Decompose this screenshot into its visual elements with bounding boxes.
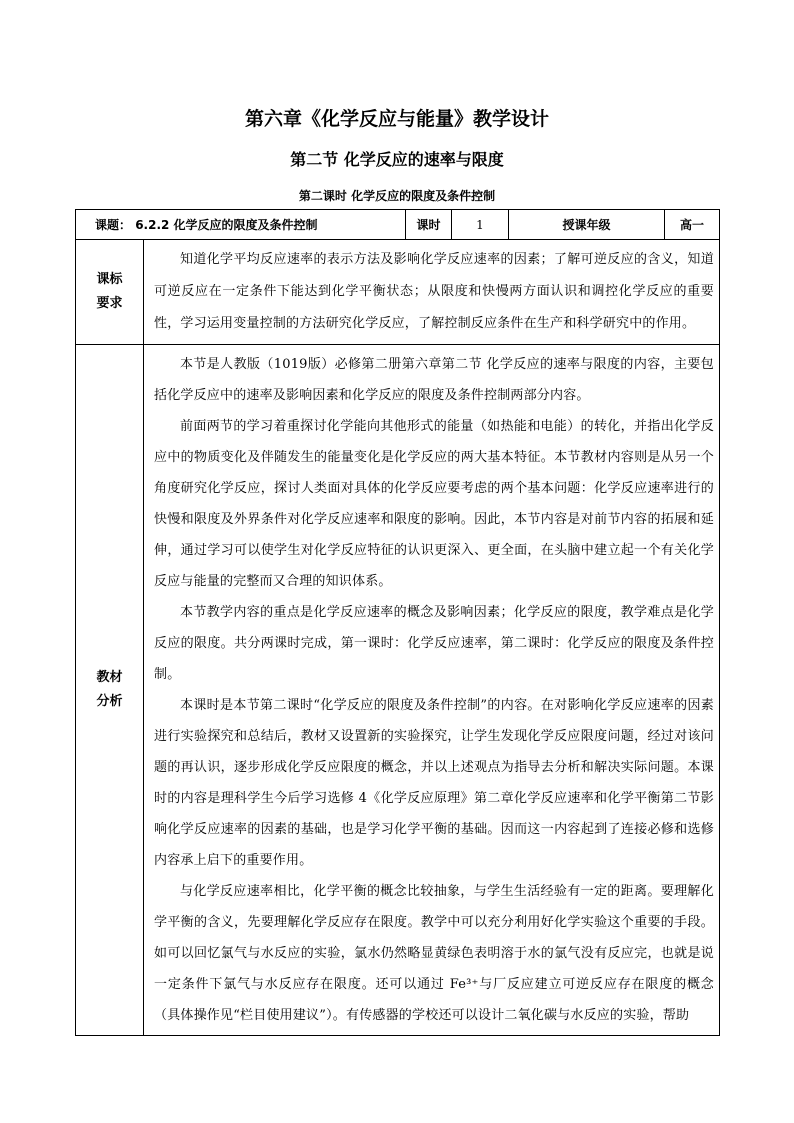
requirements-content <box>144 240 720 345</box>
subject-value: 6.2.2 化学反应的限度及条件控制 <box>135 218 318 232</box>
analysis-content <box>144 345 720 1036</box>
hours-label: 课时 <box>406 210 452 240</box>
content-table <box>75 239 720 1036</box>
analysis-row <box>76 345 720 1036</box>
requirements-label: 课标 要求 <box>76 240 144 345</box>
analysis-paragraph: 与化学反应速率相比，化学平衡的概念比较抽象，与学生生活经验有一定的距离。要理解化学平衡的含义，先要理解化学反应存在限度。教学中可以充分利用好化学实验这个重要的手段。如可以回忆氯气与水反应的实验，氯水仍然略显黄绿色表明溶于水的氯气没有反应完，也就是说一定条件下氯气与水反应存在限度。还可以通过 Fe³⁺与厂反应建立可逆反应存在限度的概念（具体操作见“栏目使用建议”）。有传感器的学校还可以设计二氧化碳与水反应的实验，帮助 <box>154 884 714 1023</box>
subject-cell <box>76 210 406 240</box>
header-row <box>76 210 720 240</box>
analysis-paragraph: 前面两节的学习着重探讨化学能向其他形式的能量（如热能和电能）的转化，并指出化学反应中的物质变化及伴随发生的能量变化是化学反应的两大基本特征。本节教材内容则是从另一个角度研究化学反应，探讨人类面对具体的化学反应要考虑的两个基本问题：化学反应速率进行的快慢和限度及外界条件对化学反应速率和限度的影响。因此，本节内容是对前节内容的拓展和延伸，通过学习可以使学生对化学反应特征的认识更深入、更全面，在头脑中建立起一个有关化学反应与能量的完整而又合理的知识体系。 <box>154 419 714 589</box>
hours-value: 1 <box>452 210 509 240</box>
requirements-text: 知道化学平均反应速率的表示方法及影响化学反应速率的因素；了解可逆反应的含义，知道可逆反应在一定条件下能达到化学平衡状态；从限度和快慢两方面认识和调控化学反应的重要性，学习运用变量控制的方法研究化学反应，了解控制反应条件在生产和科学研究中的作用。 <box>154 252 714 331</box>
analysis-label: 教材 分析 <box>76 345 144 1036</box>
lesson-design-table <box>75 209 720 240</box>
section-title: 第二节 化学反应的速率与限度 <box>290 150 504 169</box>
subject-label: 课题： <box>95 218 132 232</box>
requirements-row <box>76 240 720 345</box>
analysis-paragraph: 本节是人教版（1019版）必修第二册第六章第二节 化学反应的速率与限度的内容，主要包括化学反应中的速率及影响因素和化学反应的限度及条件控制两部分内容。 <box>154 357 714 403</box>
analysis-paragraph: 本课时是本节第二课时“化学反应的限度及条件控制”的内容。在对影响化学反应速率的因素进行实验探究和总结后，教材又设置新的实验探究，让学生发现化学反应限度问题，经过对该问题的再认识，逐步形成化学反应限度的概念，并以上述观点为指导去分析和解决实际问题。本课时的内容是理科学生今后学习选修 4《化学反应原理》第二章化学反应速率和化学平衡第二节影响化学反应速率的因素的基础，也是学习化学平衡的基础。因而这一内容起到了连接必修和选修内容承上启下的重要作用。 <box>154 698 714 868</box>
grade-label: 授课年级 <box>509 210 665 240</box>
chapter-title: 第六章《化学反应与能量》教学设计 <box>244 108 549 130</box>
grade-value: 高一 <box>665 210 720 240</box>
analysis-paragraph: 本节教学内容的重点是化学反应速率的概念及影响因素；化学反应的限度，教学难点是化学反应的限度。共分两课时完成，第一课时：化学反应速率，第二课时：化学反应的限度及条件控制。 <box>154 605 714 682</box>
lesson-title: 第二课时 化学反应的限度及条件控制 <box>298 189 496 203</box>
